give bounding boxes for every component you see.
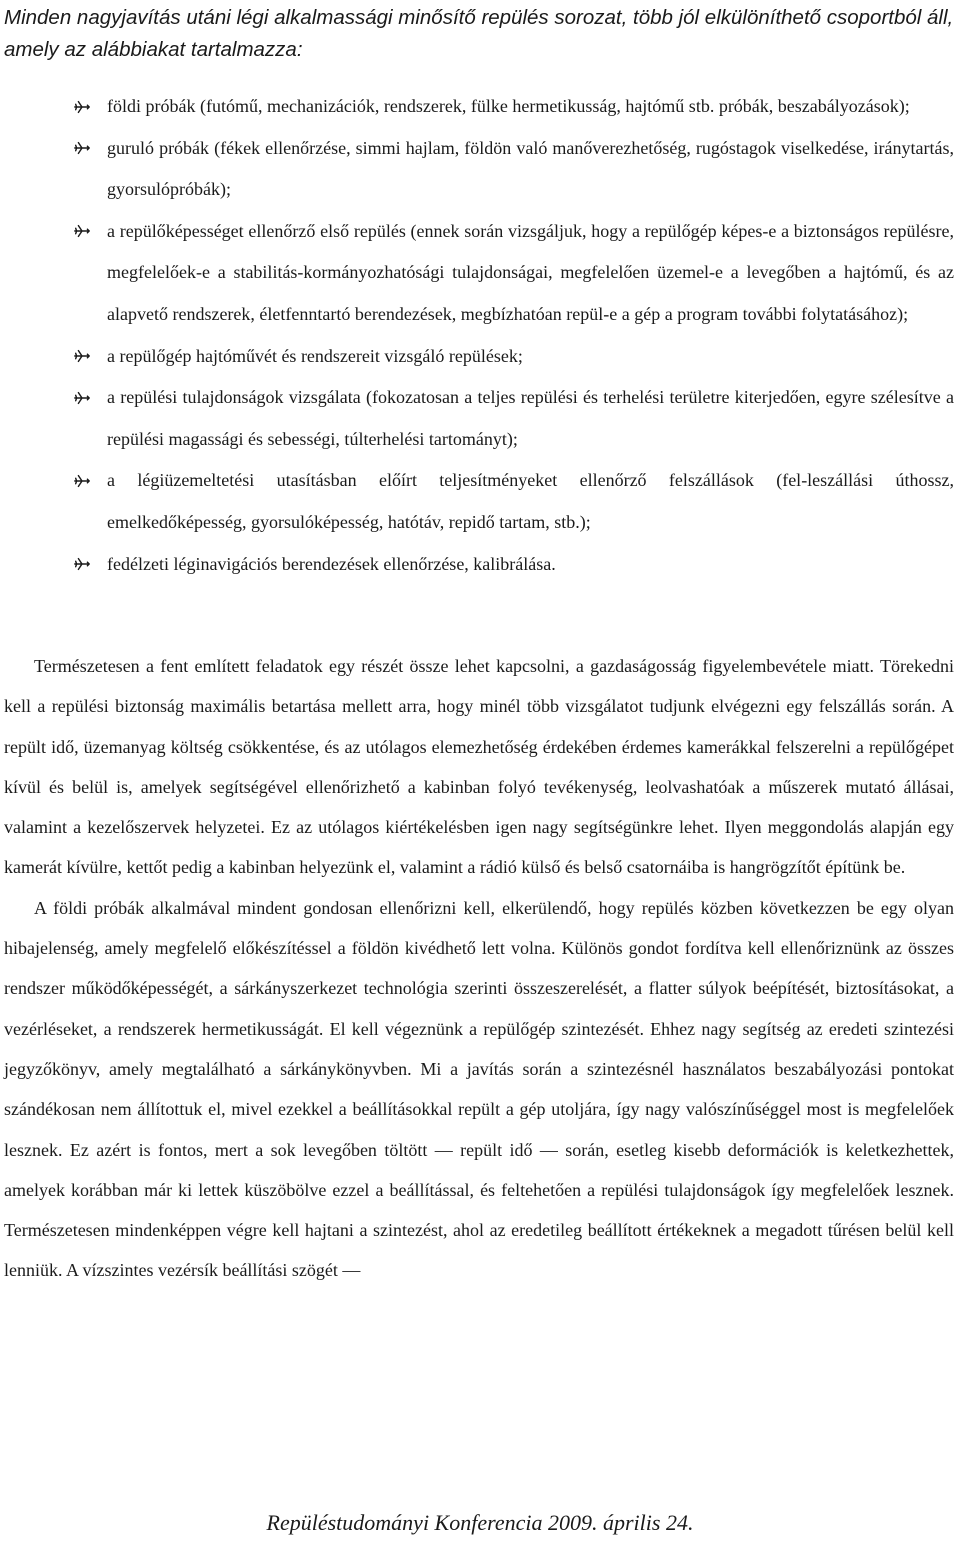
paragraph: Természetesen a fent említett feladatok egy részét össze lehet kapcsolni, a gazdaságosság figyelembevétele miatt. Törekedni kell a repülési biztonság maximális betartása mellett arra, hogy minél több vizsgálatot tudjunk elvégezni egy felszállás során. A repült idő, üzemanyag költség csökkentése, és az utólagos elemezhetőség érdekében érdemes kamerákkal felszerelni a repülőgépet kívül és belül is, amelyek segítségével ellenőrizhető a kabinban folyó tevékenység, leolvashatóak a műszerek mutató állásai, valamint a kezelőszervek helyzetei. Ez az utólagos kiértékelésben igen nagy segítségünkre lehet. Ilyen meggondolás alapján egy kamerát kívülre, kettőt pedig a kabinban helyezünk el, valamint a rádió külső és belső csatornáiba is hangrögzítőt építünk be. [4, 656, 954, 878]
body-text [0, 646, 960, 1291]
list-item-text: fedélzeti léginavigációs berendezések ellenőrzése, kalibrálása. [107, 553, 556, 574]
airplane-icon [71, 460, 93, 501]
test-flight-list [0, 86, 960, 585]
airplane-icon [71, 377, 93, 418]
list-item-text: a repülési tulajdonságok vizsgálata (fokozatosan a teljes repülési és terhelési területre kiterjedően, egyre szélesítve a repülési magassági és sebességi, túlterhelési tartományt); [107, 387, 954, 449]
list-item [0, 544, 960, 586]
list-item [0, 377, 960, 460]
section-heading: Minden nagyjavítás utáni légi alkalmassági minősítő repülés sorozat, több jól elkülöníthető csoportból áll, amely az alábbiakat tartalmazza: [4, 6, 954, 61]
paragraph: A földi próbák alkalmával mindent gondosan ellenőrizni kell, elkerülendő, hogy repülés közben következzen be egy olyan hibajelenség, amely megfelelő előkészítéssel a földön kivédhető lett volna. Különös gondot fordítva kell ellenőriznünk az összes rendszer működőképességét, a sárkányszerkezet technológia szerinti összeszerelését, a flatter súlyok beépítését, biztosításokat, a vezérléseket, a rendszerek hermetikusságát. El kell végeznünk a repülőgép szintezését. Ehhez nagy segítség az eredeti szintezési jegyzőkönyv, amely megtalálható a sárkánykönyvben. Mi a javítás során a szintezésnél használatos beszabályozási pontokat szándékosan nem állítottuk el, mivel ezekkel a beállításokkal repült a gép utoljára, így nagy valószínűséggel most is megfelelőek lesznek. Ez azért is fontos, mert a sok levegőben töltött — repült idő — során, esetleg kisebb deformációk is keletkezhettek, amelyek korábban már ki lettek küszöbölve ezzel a beállítással, és feltehetően a repülési tulajdonságok így megfelelőek lesznek. Természetesen mindenképpen végre kell hajtani a szintezést, ahol az eredetileg beállított értékeknek a megadott tűrésen belül kell lenniük. A vízszintes vezérsík beállítási szögét — [4, 897, 954, 1281]
list-item-text: a légiüzemeltetési utasításban előírt teljesítményeket ellenőrző felszállások (fel-leszállási úthossz, emelkedőképesség, gyorsulóképesség, hatótáv, repidő tartam, stb.); [107, 470, 954, 532]
list-item-text: földi próbák (futómű, mechanizációk, rendszerek, fülke hermetikusság, hajtómű stb. próbák, beszabályozások); [107, 96, 910, 116]
list-item [0, 336, 960, 378]
list-item-text: a repülőképességet ellenőrző első repülés (ennek során vizsgáljuk, hogy a repülőgép képes-e a biztonságos repülésre, megfelelőek-e a stabilitás-kormányozhatósági tulajdonságai, megfelelően üzemel-e a levegőben a hajtómű, és az alapvető rendszerek, életfenntartó berendezések, megbízhatóan repül-e a gép a program további folytatásához); [107, 220, 954, 324]
list-item-text: guruló próbák (fékek ellenőrzése, simmi hajlam, földön való manőverezhetőség, rugóstagok viselkedése, iránytartás, gyorsulópróbák); [107, 137, 954, 200]
airplane-icon [71, 86, 93, 127]
airplane-icon [71, 544, 93, 585]
list-item [0, 128, 960, 211]
airplane-icon [71, 336, 93, 377]
page-footer: Repüléstudományi Konferencia 2009. április 24. [266, 1510, 694, 1535]
list-item [0, 460, 960, 543]
airplane-icon [71, 211, 93, 252]
airplane-icon [71, 128, 93, 169]
list-item [0, 211, 960, 336]
list-item-text: a repülőgép hajtóművét és rendszereit vizsgáló repülések; [107, 345, 523, 366]
list-item [0, 86, 960, 128]
